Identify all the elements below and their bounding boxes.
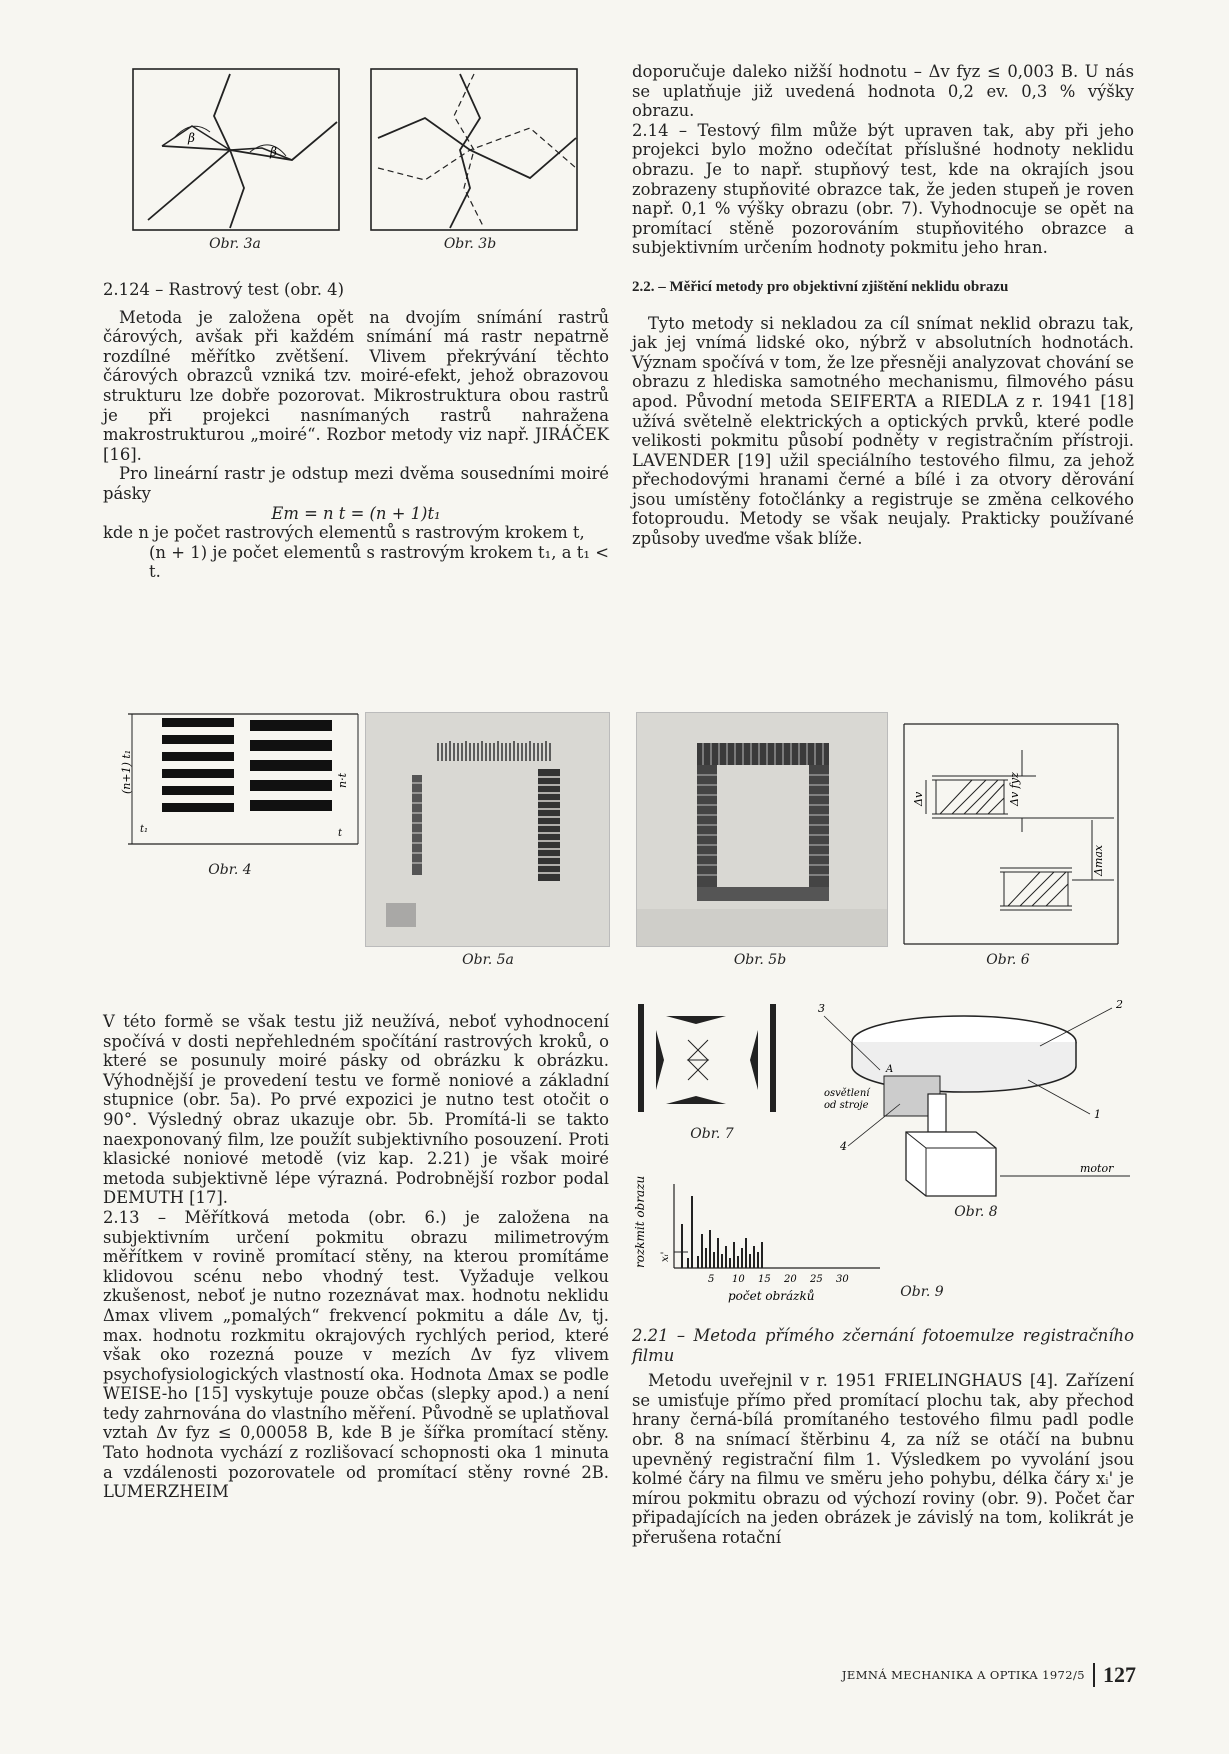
page-footer bbox=[820, 1662, 1136, 1688]
footer-divider bbox=[1093, 1663, 1095, 1687]
label-A: A bbox=[886, 1064, 894, 1075]
definition: kde n je počet rastrových elementů s rastrovým krokem t, bbox=[103, 523, 585, 543]
x-tick: 10 bbox=[732, 1274, 745, 1285]
figure-9-histogram bbox=[628, 1168, 888, 1308]
caption-obr-7: Obr. 7 bbox=[690, 1126, 734, 1142]
caption-obr-4: Obr. 4 bbox=[208, 862, 252, 878]
definition: (n + 1) je počet elementů s rastrovým krokem t₁, a t₁ < t. bbox=[149, 542, 609, 582]
x-tick: 15 bbox=[758, 1274, 771, 1285]
figure-5b-photo bbox=[636, 712, 888, 947]
beta-label: β bbox=[270, 145, 277, 159]
x-tick: 30 bbox=[836, 1274, 849, 1285]
paragraph: doporučuje daleko nižší hodnotu – Δv fyz ≤ 0,003 B. U nás se uplatňuje již uvedená hodnota 0,2 ev. 0,3 % výšky obrazu. bbox=[632, 62, 1134, 121]
label-dmax: Δmax bbox=[1092, 844, 1105, 876]
x-axis-label: počet obrázků bbox=[728, 1289, 815, 1303]
caption-obr-3a: Obr. 3a bbox=[209, 236, 261, 252]
label-4: 4 bbox=[840, 1140, 847, 1153]
journal-name: JEMNÁ MECHANIKA A OPTIKA 1972/5 bbox=[841, 1668, 1085, 1682]
caption-obr-9: Obr. 9 bbox=[900, 1284, 944, 1300]
x-tick: 5 bbox=[708, 1274, 715, 1285]
section-heading-2-21: 2.21 – Metoda přímého zčernání fotoemulze registračního filmu bbox=[632, 1326, 1134, 1365]
label-xi: xᵢ' bbox=[660, 1251, 671, 1262]
figure-5a-photo bbox=[365, 712, 610, 947]
paragraph: 2.13 – Měřítková metoda (obr. 6.) je založena na subjektivním určení pokmitu obrazu milimetrovým měřítkem v rovině promítací stěny, na kterou promítáme klidovou scénu nebo vhodný test. Vyžaduje velkou zkušenost, neboť je nutno rozeznávat max. hodnotu neklidu Δmax vlivem „pomalých“ frekvencí pokmitu a dále Δv, tj. max. hodnotu rozkmitu okrajových rychlých period, které však oko rozezná pouze v mezích Δv fyz vlivem psychofysiologických vlastností oka. Hodnota Δmax se podle WEISE-ho [15] vyskytuje pouze občas (slepky apod.) a není tedy zahrnována do vlastního měření. Původně se uplatňoval vztah Δv fyz ≤ 0,00058 B, kde B je šířka promítací stěny. Tato hodnota vychází z rozlišovací schopnosti oka 1 minuta a vzdálenosti pozorovatele od promítací stěny rovné 2B. LUMERZHEIM bbox=[103, 1207, 609, 1502]
caption-obr-5b: Obr. 5b bbox=[733, 952, 787, 968]
label-nt: n·t bbox=[336, 772, 349, 788]
caption-obr-6: Obr. 6 bbox=[986, 952, 1030, 968]
label-t1: t₁ bbox=[140, 824, 149, 835]
bottom-right-column bbox=[632, 1326, 1134, 1548]
label-3: 3 bbox=[818, 1002, 825, 1015]
x-tick: 25 bbox=[810, 1274, 823, 1285]
right-column bbox=[632, 62, 1134, 549]
caption-obr-5a: Obr. 5a bbox=[462, 952, 514, 968]
label-1: 1 bbox=[1094, 1108, 1101, 1121]
caption-obr-3b: Obr. 3b bbox=[443, 236, 497, 252]
figure-6-scale bbox=[896, 720, 1138, 945]
caption-obr-8: Obr. 8 bbox=[954, 1204, 998, 1220]
label-dv: Δv bbox=[912, 791, 925, 806]
section-heading-2-2: 2.2. – Měřicí metody pro objektivní zjištění neklidu obrazu bbox=[632, 278, 1009, 295]
label-od-stroje: od stroje bbox=[824, 1100, 869, 1111]
paragraph: Tyto metody si nekladou za cíl snímat neklid obrazu tak, jak jej vnímá lidské oko, nýbrž v absolutních hodnotách. Význam spočívá v tom, že lze přesněji analyzovat chování se obrazu z hlediska samotného mechanismu, filmového pásu apod. Původní metoda SEIFERTA a RIEDLA z r. 1941 [18] užívá světelně elektrických a optických prvků, které podle velikosti pokmitu působí podněty v registračním přístroji. LAVENDER [19] užil speciálního testového filmu, za jehož přechodovými hranami černé a bílé i za otvory děrování jsou umístěny fotočlánky a registruje se změna celkového fotoproudu. Metody se však neujaly. Prakticky používané způsoby uveďme však blíže. bbox=[632, 313, 1134, 549]
figure-7-step-test bbox=[632, 1000, 782, 1120]
label-t: t bbox=[338, 828, 343, 839]
x-tick: 20 bbox=[784, 1274, 797, 1285]
label-2: 2 bbox=[1116, 1000, 1123, 1011]
paragraph: Metodu uveřejnil v r. 1951 FRIELINGHAUS [4]. Zařízení se umisťuje přímo před promítací plochu tak, aby přechod hrany černá-bílá promítaného testového filmu padl podle obr. 8 na snímací štěrbinu 4, za níž se otáčí na bubnu upevněný registrační film 1. Výsledkem po vyvolání jsou kolmé čáry na filmu ve směru jeho pohybu, délka čáry xᵢ' je mírou pokmitu obrazu od výchozí roviny (obr. 9). Počet čar připadajících na jeden obrázek je závislý na tom, kolikrát je přerušena rotační bbox=[632, 1371, 1134, 1547]
paragraph: V této formě se však testu již neužívá, neboť vyhodnocení spočívá v dosti nepřehledném spočítání rastrových kroků, o které se posunuly moiré pásky od obrázku k obrázku. Výhodnější je provedení testu ve formě noniové a základní stupnice (obr. 5a). Po prvé expozici je nutno test otočit o 90°. Výsledný obraz ukazuje obr. 5b. Promítá-li se takto naexponovaný film, lze použít subjektivního posouzení. Proti klasické noniové metodě (viz kap. 2.21) je však moiré metoda subjektivně lépe výrazná. Podrobnější rozbor podal DEMUTH [17]. bbox=[103, 1012, 609, 1208]
y-axis-label: rozkmit obrazu bbox=[633, 1175, 647, 1268]
paragraph: 2.14 – Testový film může být upraven tak, aby při jeho projekci bylo možno odečítat příslušné hodnoty neklidu obrazu. Je to např. stupňový test, kde na okrajích jsou zobrazeny stupňovité obrazce tak, že jeden stupeň je roven např. 0,1 % výšky obrazu (obr. 7). Vyhodnocuje se opět na promítací stěně pozorováním stupňovitého obrazce a subjektivním určením hodnoty pokmitu jeho hran. bbox=[632, 120, 1134, 258]
label-osvetleni: osvětlení bbox=[824, 1088, 870, 1099]
left-column bbox=[103, 280, 609, 582]
figure-3b bbox=[370, 68, 580, 233]
page-number: 127 bbox=[1103, 1662, 1136, 1687]
paragraph: Metoda je založena opět na dvojím snímání rastrů čárových, avšak při každém snímání má rastr nepatrně rozdílné měřítko zvětšení. Vlivem překrývání těchto čárových obrazců vzniká tzv. moiré-efekt, jehož obrazovou strukturu lze dobře pozorovat. Mikrostruktura obou rastrů je při projekci nasnímaných rastrů nahražena makrostrukturou „moiré“. Rozbor metody viz např. JIRÁČEK [16]. bbox=[103, 307, 609, 464]
label-n1-t1: (n+1) t₁ bbox=[120, 749, 133, 794]
figure-4-raster bbox=[118, 708, 360, 850]
paragraph: Pro lineární rastr je odstup mezi dvěma sousedními moiré pásky bbox=[103, 464, 609, 503]
label-motor: motor bbox=[1080, 1162, 1114, 1175]
label-dv-fyz: Δv fyz bbox=[1008, 772, 1021, 806]
equation: Em = n t = (n + 1)t₁ bbox=[271, 503, 441, 523]
figure-3a bbox=[132, 68, 342, 233]
beta-label: β bbox=[188, 131, 195, 145]
section-heading-2-124: 2.124 – Rastrový test (obr. 4) bbox=[103, 280, 344, 299]
bottom-left-column bbox=[103, 1012, 609, 1502]
